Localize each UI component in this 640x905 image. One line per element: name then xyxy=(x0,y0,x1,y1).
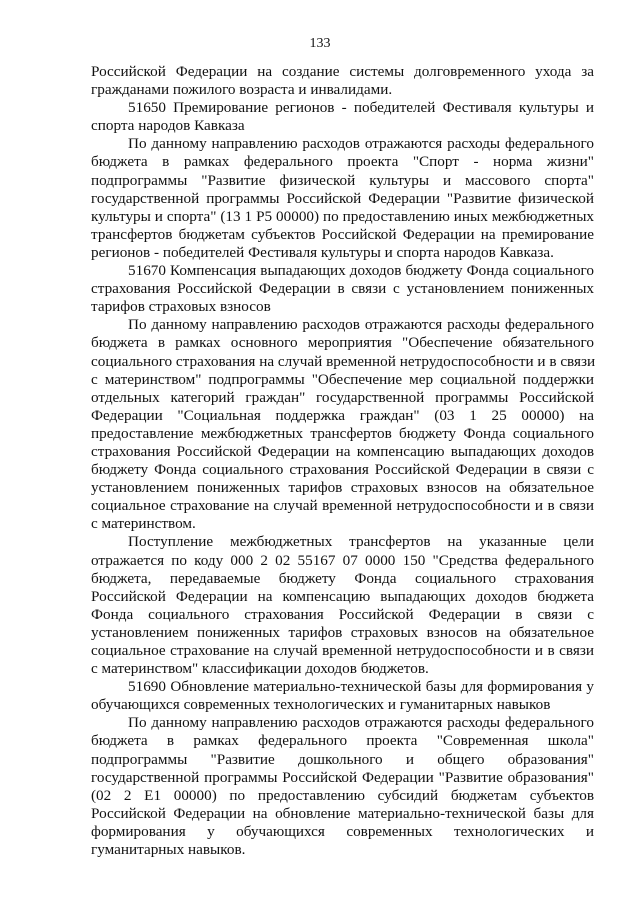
text-line: трансфертов бюджетам субъектов Российской Федерации на премирование xyxy=(91,225,594,243)
text-line: социального страхования на случай временной нетрудоспособности и в связи xyxy=(91,352,596,370)
text-line: бюджета в рамках федерального проекта "Современная школа" xyxy=(91,732,594,750)
text-line: бюджета в рамках основного мероприятия "Обеспечение обязательного xyxy=(91,334,594,352)
text-line: бюджета в рамках федерального проекта "Спорт - норма жизни" xyxy=(91,153,594,171)
text-line: Российской Федерации на создание системы долговременного ухода за xyxy=(91,63,594,80)
text-line: 51690 Обновление материально-технической базы для формирования у xyxy=(128,678,594,696)
text-line: Поступление межбюджетных трансфертов на указанные цели xyxy=(128,533,594,551)
text-line: спорта народов Кавказа xyxy=(91,117,245,135)
text-line: гуманитарных навыков. xyxy=(91,841,246,859)
text-line: бюджету Фонда социального страхования Российской Федерации в связи с xyxy=(91,461,594,479)
text-line: установлением пониженных тарифов страховых взносов на обязательное xyxy=(91,623,594,641)
text-line: культуры и спорта" (13 1 P5 00000) по предоставлению иных межбюджетных xyxy=(91,207,594,225)
text-line: Российской Федерации на компенсацию выпадающих доходов бюджета xyxy=(91,587,594,605)
text-line: с материнством" подпрограммы "Обеспечение мер социальной поддержки xyxy=(91,370,594,388)
text-line: обучающихся современных технологических и гуманитарных навыков xyxy=(91,696,551,714)
text-line: (02 2 E1 00000) по предоставлению субсидий бюджетам субъектов xyxy=(91,786,594,804)
text-line: социальное страхование на случай временной нетрудоспособности и в связи xyxy=(91,497,594,515)
text-line: По данному направлению расходов отражаются расходы федерального xyxy=(128,316,594,334)
text-line: 51670 Компенсация выпадающих доходов бюджету Фонда социального xyxy=(128,262,594,280)
text-line: страхования Российской Федерации на компенсацию выпадающих доходов xyxy=(91,442,594,460)
text-line: установлением пониженных тарифов страховых взносов на обязательное xyxy=(91,479,594,497)
text-line: По данному направлению расходов отражаются расходы федерального xyxy=(128,714,594,732)
text-line: По данному направлению расходов отражаются расходы федерального xyxy=(128,135,594,153)
text-line: гражданами пожилого возраста и инвалидами. xyxy=(91,81,393,99)
text-line: отражается по коду 000 2 02 55167 07 0000 150 "Средства федерального xyxy=(91,551,594,569)
text-line: государственной программы Российской Федерации "Развитие физической xyxy=(91,189,594,207)
text-line: отдельных категорий граждан" государственной программы Российской xyxy=(91,388,594,406)
text-line: Российской Федерации на обновление материально-технической базы для xyxy=(91,804,594,822)
text-line: бюджета, передаваемые бюджету Фонда социального страхования xyxy=(91,569,594,587)
text-line: формирования у обучающихся современных технологических и xyxy=(91,822,594,840)
text-line: социальное страхование на случай временной нетрудоспособности и в связи xyxy=(91,642,594,659)
text-line: с материнством" классификации доходов бюджетов. xyxy=(91,660,429,678)
text-line: тарифов страховых взносов xyxy=(91,298,271,316)
text-line: государственной программы Российской Федерации "Развитие образования" xyxy=(91,768,594,786)
text-line: 51650 Премирование регионов - победителей Фестиваля культуры и xyxy=(128,99,594,117)
text-line: с материнством. xyxy=(91,515,196,533)
document-body xyxy=(91,63,594,859)
text-line: подпрограммы "Развитие физической культуры и массового спорта" xyxy=(91,171,594,189)
text-line: предоставление межбюджетных трансфертов бюджету Фонда социального xyxy=(91,424,594,442)
text-line: страхования Российской Федерации в связи с установлением пониженных xyxy=(91,280,594,298)
text-line: Фонда социального страхования Российской Федерации в связи с xyxy=(91,605,594,623)
page-number: 133 xyxy=(309,36,331,51)
text-line: Федерации "Социальная поддержка граждан" (03 1 25 00000) на xyxy=(91,406,594,424)
text-line: регионов - победителей Фестиваля культуры и спорта народов Кавказа. xyxy=(91,243,554,261)
text-line: подпрограммы "Развитие дошкольного и общего образования" xyxy=(91,750,594,768)
